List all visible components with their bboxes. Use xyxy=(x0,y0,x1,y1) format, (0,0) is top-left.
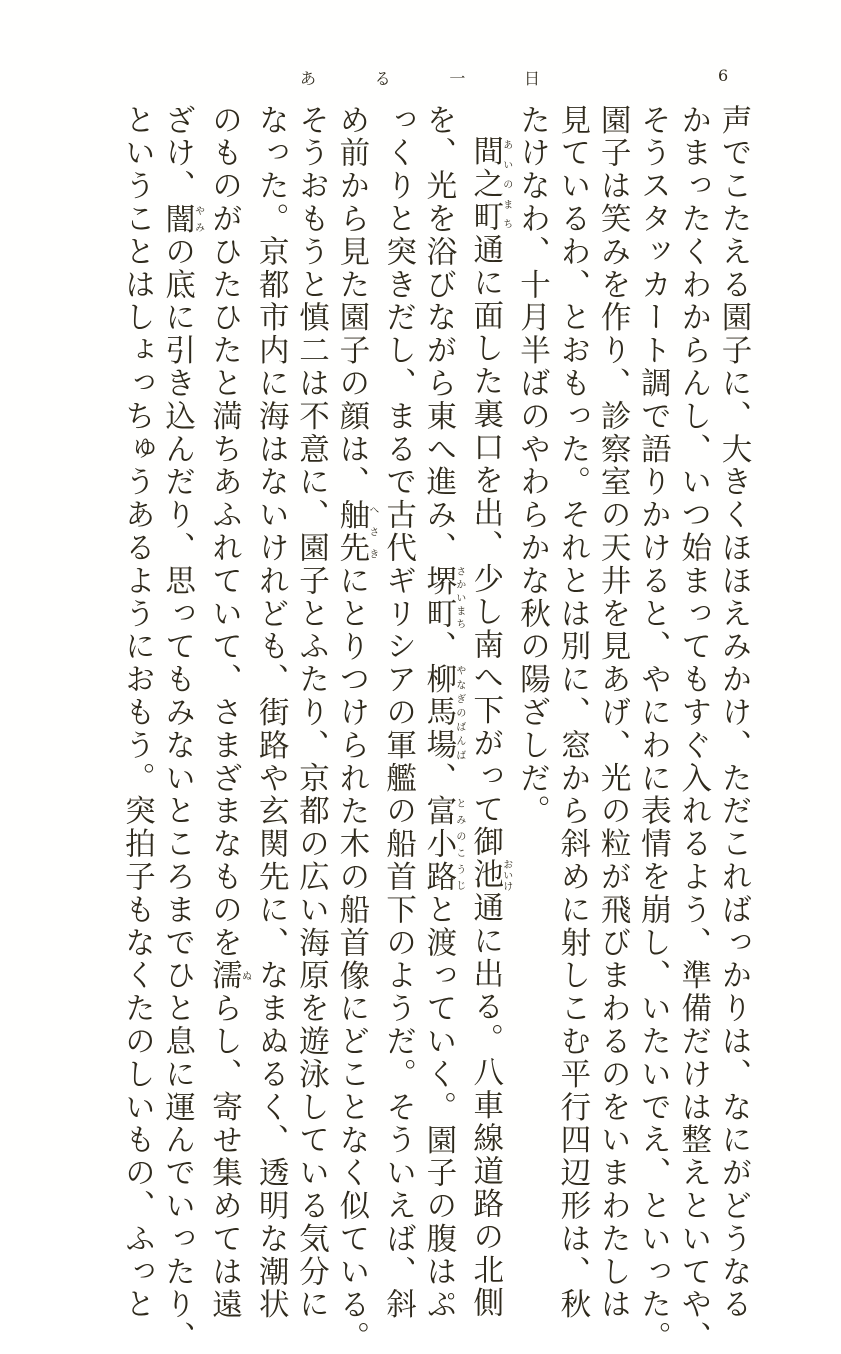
ruby-reading: へさき xyxy=(366,498,378,565)
ruby-word: 堺町さかいまち xyxy=(420,564,465,631)
text-line: 園子は笑みを作り、診察室の天井を見あげ、光の粒が飛びまわるのをいまわたしは xyxy=(595,104,631,1322)
ruby-word: 池おいけ xyxy=(467,858,512,892)
ruby-reading: ぬ xyxy=(239,959,251,993)
text-line: ということはしょっちゅうあるようにおもう。突拍子もなくたのしいもの、ふっと xyxy=(119,104,155,1322)
text-line: ざけ、闇やみの底に引き込んだり、思ってもみないところまでひと息に運んでいったり、 xyxy=(159,104,204,1354)
text-line: 間之町あいのまち通に面した裏口を出、少し南へ下がって御池おいけ通に出る。八車線道路の北側 xyxy=(467,134,512,1319)
running-head xyxy=(300,66,540,89)
running-title-char: あ xyxy=(300,69,317,88)
ruby-word: 間之町あいのまち xyxy=(467,134,512,234)
text-line: を、光を浴びながら東へ進み、堺町さかいまち、柳馬場やなぎのばんば、富小路とみのこうじと渡っていく。園子の腹はぷ xyxy=(420,104,465,1322)
ruby-reading: あいのまち xyxy=(500,134,512,234)
ruby-word: 濡ぬ xyxy=(206,959,251,993)
running-title-char: る xyxy=(374,69,391,88)
running-title-char: 日 xyxy=(523,69,540,88)
ruby-word: 富小路とみのこうじ xyxy=(420,794,465,894)
text-line: 声でこたえる園子に、大きくほほえみかけ、ただこればっかりは、なにがどうなる xyxy=(716,104,751,1322)
page-number: 6 xyxy=(718,66,729,85)
ruby-reading: やみ xyxy=(192,202,204,236)
text-line: そうスタッカート調で語りかけると、やにわに表情を崩し、いたいでえ、といった。 xyxy=(635,104,671,1354)
ruby-reading: さかいまち xyxy=(453,564,465,631)
ruby-word: 柳馬場やなぎのばんば xyxy=(420,663,465,763)
text-line: 見ているわ、とおもった。それとは別に、窓から斜めに射しこむ平行四辺形は、秋 xyxy=(554,104,590,1322)
text-line: のものがひたひたと満ちあふれていて、さまざまなものを濡ぬらし、寄せ集めては遠 xyxy=(206,104,251,1322)
body-text xyxy=(53,104,753,1354)
ruby-reading: おいけ xyxy=(500,858,512,892)
text-line: そうおもうと慎二は不意に、園子とふたり、京都の広い海原を遊泳している気分に xyxy=(293,104,329,1322)
text-line: かまったくわからんし、いつ始まってもすぐ入れるよう、準備だけは整えといてや、 xyxy=(675,104,711,1354)
running-title-char: 一 xyxy=(449,69,466,88)
ruby-word: 舳先へさき xyxy=(333,498,378,565)
text-line: なった。京都市内に海はないけれども、街路や玄関先に、なまぬるく、透明な潮状 xyxy=(253,104,289,1322)
ruby-word: 闇やみ xyxy=(159,202,204,236)
text-line: っくりと突きだし、まるで古代ギリシアの軍艦の船首下のようだ。そういえば、斜 xyxy=(380,104,416,1322)
text-line: たけなわ、十月半ばのやわらかな秋の陽ざしだ。 xyxy=(514,104,550,828)
ruby-reading: とみのこうじ xyxy=(453,794,465,894)
ruby-reading: やなぎのばんば xyxy=(453,663,465,763)
text-line: め前から見た園子の顔は、舳先へさきにとりつけられた木の船首像にどことなく似ている。 xyxy=(333,104,378,1354)
